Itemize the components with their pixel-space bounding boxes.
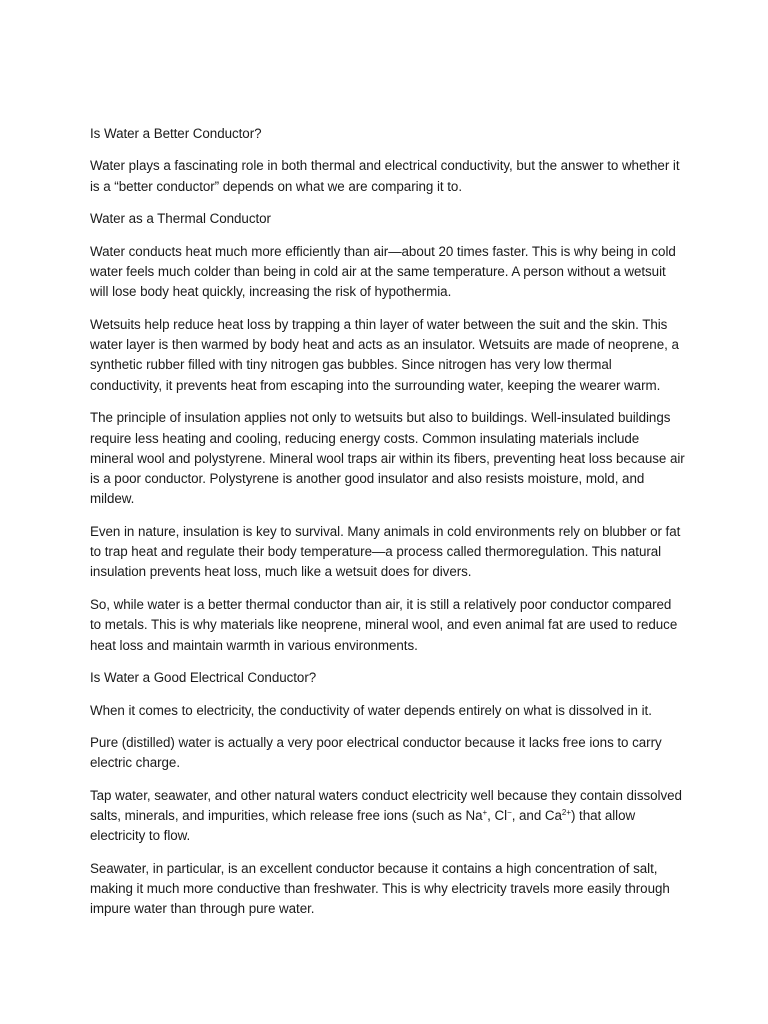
electrical-section-heading: Is Water a Good Electrical Conductor?: [90, 670, 317, 686]
thermal-paragraph-5: So, while water is a better thermal conductor than air, it is still a relatively poor conductor compared to metals. This is why materials like neoprene, mineral wool, and even animal fat are used to reduce heat loss and maintain warmth in various environments.: [90, 596, 678, 653]
electrical-paragraph-4: Seawater, in particular, is an excellent conductor because it contains a high concentration of salt, making it much more conductive than freshwater. This is why electricity travels more easily through impure water than through pure water.: [90, 860, 670, 917]
chloride-charge: −: [507, 808, 512, 818]
thermal-paragraph-2: Wetsuits help reduce heat loss by trapping a thin layer of water between the suit and the skin. This water layer is then warmed by body heat and acts as an insulator. Wetsuits are made of neoprene, a synthetic rubber filled with tiny nitrogen gas bubbles. Since nitrogen has very low thermal conductivity, it prevents heat from escaping into the surrounding water, keeping the wearer warm.: [90, 316, 679, 393]
ions-text-end: ) that allow electricity to flow.: [90, 808, 636, 844]
ions-text-calcium: , and Ca: [511, 808, 562, 824]
calcium-charge: 2+: [561, 808, 571, 818]
document-page: [90, 124, 686, 932]
electrical-paragraph-3: [90, 786, 686, 847]
thermal-paragraph-3: The principle of insulation applies not only to wetsuits but also to buildings. Well-insulated buildings require less heating and cooling, reducing energy costs. Common insulating materials include mineral wool and polystyrene. Mineral wool traps air within its fibers, preventing heat loss because air is a poor conductor. Polystyrene is another good insulator and also resists moisture, mold, and mildew.: [90, 410, 685, 507]
thermal-paragraph-4: Even in nature, insulation is key to survival. Many animals in cold environments rely on blubber or fat to trap heat and regulate their body temperature—a process called thermoregulation. This natural insulation prevents heat loss, much like a wetsuit does for divers.: [90, 523, 681, 580]
intro-paragraph: Water plays a fascinating role in both thermal and electrical conductivity, but the answer to whether it is a “better conductor” depends on what we are comparing it to.: [90, 158, 680, 194]
thermal-paragraph-1: Water conducts heat much more efficiently than air—about 20 times faster. This is why being in cold water feels much colder than being in cold air at the same temperature. A person without a wetsuit will lose body heat quickly, increasing the risk of hypothermia.: [90, 243, 676, 300]
thermal-section-heading: Water as a Thermal Conductor: [90, 211, 271, 227]
sodium-charge: +: [482, 808, 488, 818]
ions-text-chloride: , Cl: [487, 808, 508, 824]
document-title: Is Water a Better Conductor?: [90, 126, 262, 141]
electrical-paragraph-2: Pure (distilled) water is actually a very poor electrical conductor because it lacks free ions to carry electric charge.: [90, 735, 662, 771]
ions-text-start: Tap water, seawater, and other natural waters conduct electricity well because they contain dissolved salts, minerals, and impurities, which release free ions (such as Na: [90, 787, 682, 824]
electrical-paragraph-1: When it comes to electricity, the conductivity of water depends entirely on what is dissolved in it.: [90, 702, 652, 718]
